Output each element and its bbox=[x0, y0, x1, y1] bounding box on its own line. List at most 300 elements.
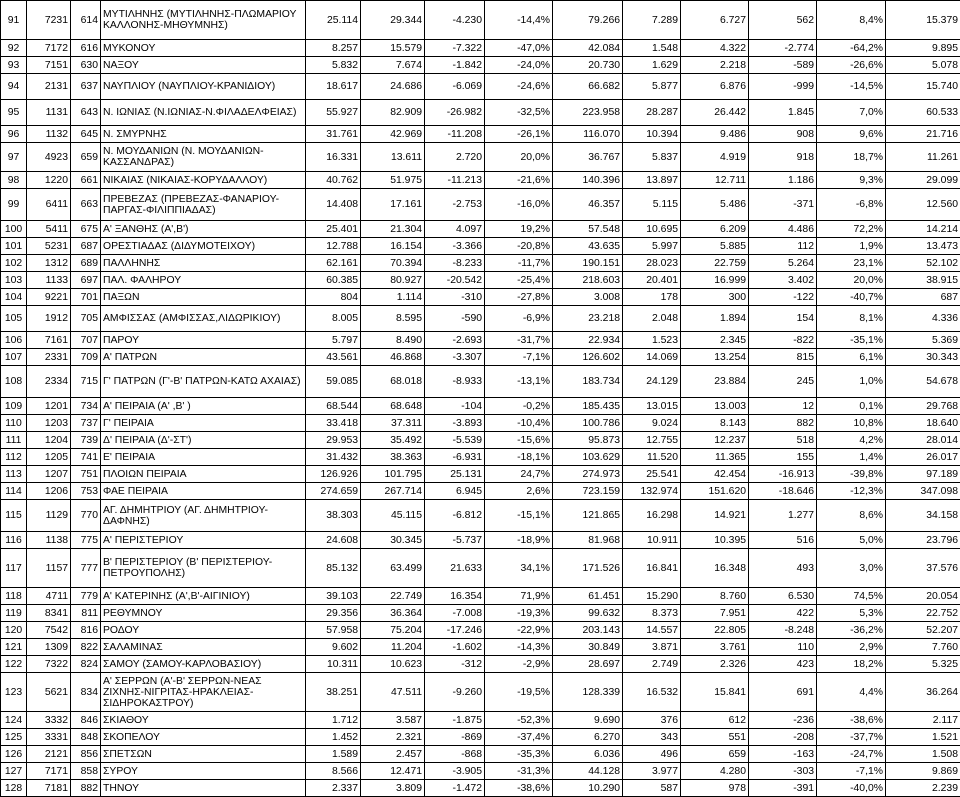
cell-office-name: ΜΥΤΙΛΗΝΗΣ (ΜΥΤΙΛΗΝΗΣ-ΠΛΩΜΑΡΙΟΥ ΚΑΛΛΟΝΗΣ-ΜΗΘΥΜΝΗΣ) bbox=[101, 1, 306, 40]
cell-change-percent-1: -18,1% bbox=[485, 449, 553, 466]
cell-office-name: ΤΗΝΟΥ bbox=[101, 780, 306, 797]
cell-value-2: 68.018 bbox=[361, 366, 425, 398]
cell-row-index: 98 bbox=[1, 172, 27, 189]
cell-value-6: 52.207 bbox=[886, 622, 960, 639]
cell-row-index: 124 bbox=[1, 712, 27, 729]
table-row bbox=[1, 100, 960, 126]
cell-difference-2: 422 bbox=[749, 605, 817, 622]
cell-value-4: 28.023 bbox=[623, 255, 681, 272]
cell-value-3: 121.865 bbox=[553, 500, 623, 532]
cell-value-6: 1.521 bbox=[886, 729, 960, 746]
table-row bbox=[1, 746, 960, 763]
cell-change-percent-2: -26,6% bbox=[817, 57, 886, 74]
cell-value-6: 9.869 bbox=[886, 763, 960, 780]
cell-value-2: 46.868 bbox=[361, 349, 425, 366]
cell-row-index: 109 bbox=[1, 398, 27, 415]
cell-value-2: 38.363 bbox=[361, 449, 425, 466]
cell-row-index: 117 bbox=[1, 549, 27, 588]
cell-office-code: 6411 bbox=[27, 189, 71, 221]
cell-value-3: 95.873 bbox=[553, 432, 623, 449]
cell-value-2: 47.511 bbox=[361, 673, 425, 712]
cell-office-code: 7542 bbox=[27, 622, 71, 639]
cell-value-6: 2.117 bbox=[886, 712, 960, 729]
table-row bbox=[1, 332, 960, 349]
cell-difference-1: -3.366 bbox=[425, 238, 485, 255]
cell-office-number: 822 bbox=[71, 639, 101, 656]
cell-office-number: 687 bbox=[71, 238, 101, 255]
cell-office-code: 2331 bbox=[27, 349, 71, 366]
cell-change-percent-2: 8,1% bbox=[817, 306, 886, 332]
cell-value-6: 15.379 bbox=[886, 1, 960, 40]
cell-change-percent-2: 0,1% bbox=[817, 398, 886, 415]
table-row bbox=[1, 349, 960, 366]
cell-row-index: 110 bbox=[1, 415, 27, 432]
cell-change-percent-1: -19,3% bbox=[485, 605, 553, 622]
cell-change-percent-1: -6,9% bbox=[485, 306, 553, 332]
cell-change-percent-2: 5,0% bbox=[817, 532, 886, 549]
cell-difference-1: -17.246 bbox=[425, 622, 485, 639]
cell-change-percent-1: -18,9% bbox=[485, 532, 553, 549]
cell-difference-1: -4.230 bbox=[425, 1, 485, 40]
cell-difference-1: -11.208 bbox=[425, 126, 485, 143]
cell-value-1: 85.132 bbox=[306, 549, 361, 588]
cell-office-code: 3331 bbox=[27, 729, 71, 746]
cell-change-percent-2: -37,7% bbox=[817, 729, 886, 746]
cell-difference-2: 4.486 bbox=[749, 221, 817, 238]
cell-change-percent-1: -47,0% bbox=[485, 40, 553, 57]
cell-change-percent-1: 19,2% bbox=[485, 221, 553, 238]
cell-row-index: 123 bbox=[1, 673, 27, 712]
cell-office-code: 1129 bbox=[27, 500, 71, 532]
cell-office-number: 753 bbox=[71, 483, 101, 500]
cell-row-index: 93 bbox=[1, 57, 27, 74]
cell-value-5: 551 bbox=[681, 729, 749, 746]
table-row bbox=[1, 415, 960, 432]
cell-difference-2: -208 bbox=[749, 729, 817, 746]
cell-change-percent-1: -24,0% bbox=[485, 57, 553, 74]
cell-change-percent-1: -19,5% bbox=[485, 673, 553, 712]
cell-difference-2: 245 bbox=[749, 366, 817, 398]
cell-value-3: 20.730 bbox=[553, 57, 623, 74]
cell-value-3: 99.632 bbox=[553, 605, 623, 622]
cell-office-code: 8341 bbox=[27, 605, 71, 622]
cell-difference-2: -999 bbox=[749, 74, 817, 100]
cell-difference-1: -8.933 bbox=[425, 366, 485, 398]
cell-row-index: 107 bbox=[1, 349, 27, 366]
cell-value-4: 14.069 bbox=[623, 349, 681, 366]
cell-office-name: Γ' ΠΑΤΡΩΝ (Γ'-Β' ΠΑΤΡΩΝ-ΚΑΤΩ ΑΧΑΙΑΣ) bbox=[101, 366, 306, 398]
cell-value-1: 24.608 bbox=[306, 532, 361, 549]
cell-value-6: 15.740 bbox=[886, 74, 960, 100]
cell-difference-1: -6.931 bbox=[425, 449, 485, 466]
cell-value-1: 9.602 bbox=[306, 639, 361, 656]
cell-value-5: 151.620 bbox=[681, 483, 749, 500]
cell-value-4: 5.997 bbox=[623, 238, 681, 255]
cell-value-1: 57.958 bbox=[306, 622, 361, 639]
cell-value-4: 1.629 bbox=[623, 57, 681, 74]
cell-office-code: 1131 bbox=[27, 100, 71, 126]
cell-difference-2: 908 bbox=[749, 126, 817, 143]
cell-value-3: 10.290 bbox=[553, 780, 623, 797]
cell-value-5: 12.237 bbox=[681, 432, 749, 449]
cell-value-6: 29.768 bbox=[886, 398, 960, 415]
cell-difference-1: -3.905 bbox=[425, 763, 485, 780]
cell-value-6: 97.189 bbox=[886, 466, 960, 483]
cell-value-1: 5.797 bbox=[306, 332, 361, 349]
cell-difference-1: -20.542 bbox=[425, 272, 485, 289]
cell-change-percent-1: -52,3% bbox=[485, 712, 553, 729]
table-row bbox=[1, 1, 960, 40]
cell-office-code: 3332 bbox=[27, 712, 71, 729]
cell-value-5: 16.348 bbox=[681, 549, 749, 588]
cell-difference-2: 691 bbox=[749, 673, 817, 712]
cell-value-6: 52.102 bbox=[886, 255, 960, 272]
cell-change-percent-2: -12,3% bbox=[817, 483, 886, 500]
cell-value-5: 5.885 bbox=[681, 238, 749, 255]
cell-office-name: Α' ΞΑΝΘΗΣ (Α',Β') bbox=[101, 221, 306, 238]
cell-change-percent-1: -16,0% bbox=[485, 189, 553, 221]
cell-value-6: 13.473 bbox=[886, 238, 960, 255]
table-row bbox=[1, 500, 960, 532]
cell-change-percent-1: 71,9% bbox=[485, 588, 553, 605]
cell-change-percent-1: 24,7% bbox=[485, 466, 553, 483]
table-row bbox=[1, 729, 960, 746]
cell-value-6: 60.533 bbox=[886, 100, 960, 126]
cell-difference-1: -9.260 bbox=[425, 673, 485, 712]
cell-value-6: 5.325 bbox=[886, 656, 960, 673]
cell-change-percent-1: -15,1% bbox=[485, 500, 553, 532]
table-row bbox=[1, 57, 960, 74]
cell-office-name: Ν. ΣΜΥΡΝΗΣ bbox=[101, 126, 306, 143]
cell-office-name: ΣΚΙΑΘΟΥ bbox=[101, 712, 306, 729]
cell-difference-1: -3.893 bbox=[425, 415, 485, 432]
cell-difference-2: 110 bbox=[749, 639, 817, 656]
cell-office-number: 856 bbox=[71, 746, 101, 763]
cell-value-3: 128.339 bbox=[553, 673, 623, 712]
cell-office-number: 737 bbox=[71, 415, 101, 432]
cell-value-3: 44.128 bbox=[553, 763, 623, 780]
cell-office-number: 697 bbox=[71, 272, 101, 289]
cell-office-name: ΝΑΞΟΥ bbox=[101, 57, 306, 74]
cell-change-percent-1: -10,4% bbox=[485, 415, 553, 432]
cell-difference-1: -6.069 bbox=[425, 74, 485, 100]
cell-value-1: 1.712 bbox=[306, 712, 361, 729]
cell-change-percent-2: 8,6% bbox=[817, 500, 886, 532]
cell-office-number: 709 bbox=[71, 349, 101, 366]
cell-difference-2: 516 bbox=[749, 532, 817, 549]
cell-office-number: 779 bbox=[71, 588, 101, 605]
cell-office-code: 1220 bbox=[27, 172, 71, 189]
cell-office-name: ΠΑΞΩΝ bbox=[101, 289, 306, 306]
table-row bbox=[1, 289, 960, 306]
cell-difference-2: 493 bbox=[749, 549, 817, 588]
cell-value-1: 38.303 bbox=[306, 500, 361, 532]
cell-office-number: 882 bbox=[71, 780, 101, 797]
cell-office-name: Α' ΠΕΡΙΣΤΕΡΙΟΥ bbox=[101, 532, 306, 549]
cell-value-5: 6.727 bbox=[681, 1, 749, 40]
cell-office-name: ΠΑΛΛΗΝΗΣ bbox=[101, 255, 306, 272]
cell-row-index: 118 bbox=[1, 588, 27, 605]
cell-value-2: 1.114 bbox=[361, 289, 425, 306]
cell-value-2: 51.975 bbox=[361, 172, 425, 189]
cell-value-6: 5.369 bbox=[886, 332, 960, 349]
cell-value-6: 18.640 bbox=[886, 415, 960, 432]
cell-value-2: 7.674 bbox=[361, 57, 425, 74]
cell-value-5: 9.486 bbox=[681, 126, 749, 143]
cell-value-3: 66.682 bbox=[553, 74, 623, 100]
cell-difference-2: -822 bbox=[749, 332, 817, 349]
cell-value-4: 132.974 bbox=[623, 483, 681, 500]
cell-office-number: 614 bbox=[71, 1, 101, 40]
cell-value-1: 274.659 bbox=[306, 483, 361, 500]
cell-value-6: 14.214 bbox=[886, 221, 960, 238]
cell-difference-2: 5.264 bbox=[749, 255, 817, 272]
cell-difference-1: -104 bbox=[425, 398, 485, 415]
cell-value-5: 15.841 bbox=[681, 673, 749, 712]
cell-value-4: 24.129 bbox=[623, 366, 681, 398]
cell-office-name: ΝΙΚΑΙΑΣ (ΝΙΚΑΙΑΣ-ΚΟΡΥΔΑΛΛΟΥ) bbox=[101, 172, 306, 189]
cell-row-index: 102 bbox=[1, 255, 27, 272]
cell-difference-1: -11.213 bbox=[425, 172, 485, 189]
cell-office-number: 675 bbox=[71, 221, 101, 238]
cell-value-2: 3.809 bbox=[361, 780, 425, 797]
cell-office-number: 643 bbox=[71, 100, 101, 126]
cell-difference-2: -122 bbox=[749, 289, 817, 306]
cell-change-percent-1: -38,6% bbox=[485, 780, 553, 797]
cell-value-5: 4.280 bbox=[681, 763, 749, 780]
cell-change-percent-2: 3,0% bbox=[817, 549, 886, 588]
cell-change-percent-2: 4,4% bbox=[817, 673, 886, 712]
cell-value-3: 116.070 bbox=[553, 126, 623, 143]
cell-office-code: 7181 bbox=[27, 780, 71, 797]
cell-row-index: 101 bbox=[1, 238, 27, 255]
cell-office-number: 661 bbox=[71, 172, 101, 189]
cell-row-index: 120 bbox=[1, 622, 27, 639]
cell-difference-2: 918 bbox=[749, 143, 817, 172]
cell-row-index: 114 bbox=[1, 483, 27, 500]
cell-value-3: 22.934 bbox=[553, 332, 623, 349]
cell-office-number: 777 bbox=[71, 549, 101, 588]
cell-office-code: 5621 bbox=[27, 673, 71, 712]
cell-value-4: 2.048 bbox=[623, 306, 681, 332]
cell-value-6: 26.017 bbox=[886, 449, 960, 466]
cell-row-index: 92 bbox=[1, 40, 27, 57]
cell-office-name: ΠΡΕΒΕΖΑΣ (ΠΡΕΒΕΖΑΣ-ΦΑΝΑΡΙΟΥ-ΠΑΡΓΑΣ-ΦΙΛΙΠΠΙΑΔΑΣ) bbox=[101, 189, 306, 221]
cell-office-code: 1204 bbox=[27, 432, 71, 449]
table-row bbox=[1, 763, 960, 780]
table-row bbox=[1, 780, 960, 797]
cell-office-name: ΠΑΛ. ΦΑΛΗΡΟΥ bbox=[101, 272, 306, 289]
cell-office-code: 1157 bbox=[27, 549, 71, 588]
cell-value-5: 13.254 bbox=[681, 349, 749, 366]
cell-value-4: 16.841 bbox=[623, 549, 681, 588]
cell-value-1: 1.452 bbox=[306, 729, 361, 746]
cell-value-3: 43.635 bbox=[553, 238, 623, 255]
cell-value-4: 1.548 bbox=[623, 40, 681, 57]
cell-change-percent-2: 2,9% bbox=[817, 639, 886, 656]
cell-value-1: 29.953 bbox=[306, 432, 361, 449]
table-row bbox=[1, 272, 960, 289]
cell-value-5: 3.761 bbox=[681, 639, 749, 656]
cell-value-5: 5.486 bbox=[681, 189, 749, 221]
cell-row-index: 111 bbox=[1, 432, 27, 449]
cell-office-number: 770 bbox=[71, 500, 101, 532]
cell-row-index: 104 bbox=[1, 289, 27, 306]
cell-office-name: Ν. ΙΩΝΙΑΣ (Ν.ΙΩΝΙΑΣ-Ν.ΦΙΛΑΔΕΛΦΕΙΑΣ) bbox=[101, 100, 306, 126]
cell-change-percent-2: 1,4% bbox=[817, 449, 886, 466]
cell-value-4: 16.298 bbox=[623, 500, 681, 532]
cell-value-4: 2.749 bbox=[623, 656, 681, 673]
cell-office-name: ΣΠΕΤΣΩΝ bbox=[101, 746, 306, 763]
cell-difference-2: 815 bbox=[749, 349, 817, 366]
cell-office-code: 1912 bbox=[27, 306, 71, 332]
cell-value-6: 54.678 bbox=[886, 366, 960, 398]
cell-value-3: 185.435 bbox=[553, 398, 623, 415]
table-row bbox=[1, 74, 960, 100]
cell-office-code: 2121 bbox=[27, 746, 71, 763]
cell-value-5: 42.454 bbox=[681, 466, 749, 483]
cell-difference-1: -1.472 bbox=[425, 780, 485, 797]
cell-change-percent-1: -7,1% bbox=[485, 349, 553, 366]
table-row bbox=[1, 366, 960, 398]
cell-office-number: 701 bbox=[71, 289, 101, 306]
cell-difference-2: 112 bbox=[749, 238, 817, 255]
cell-value-4: 496 bbox=[623, 746, 681, 763]
cell-change-percent-2: -35,1% bbox=[817, 332, 886, 349]
cell-value-6: 9.895 bbox=[886, 40, 960, 57]
cell-value-3: 30.849 bbox=[553, 639, 623, 656]
cell-value-4: 9.024 bbox=[623, 415, 681, 432]
cell-value-3: 100.786 bbox=[553, 415, 623, 432]
cell-value-4: 12.755 bbox=[623, 432, 681, 449]
cell-value-4: 13.015 bbox=[623, 398, 681, 415]
cell-office-name: ΝΑΥΠΛΙΟΥ (ΝΑΥΠΛΙΟΥ-ΚΡΑΝΙΔΙΟΥ) bbox=[101, 74, 306, 100]
cell-change-percent-2: 7,0% bbox=[817, 100, 886, 126]
cell-office-code: 1133 bbox=[27, 272, 71, 289]
cell-value-3: 171.526 bbox=[553, 549, 623, 588]
cell-office-name: ΜΥΚΟΝΟΥ bbox=[101, 40, 306, 57]
cell-value-2: 63.499 bbox=[361, 549, 425, 588]
cell-office-number: 824 bbox=[71, 656, 101, 673]
cell-change-percent-2: 18,2% bbox=[817, 656, 886, 673]
table-row bbox=[1, 483, 960, 500]
table-row bbox=[1, 255, 960, 272]
cell-office-name: ΠΑΡΟΥ bbox=[101, 332, 306, 349]
cell-value-1: 68.544 bbox=[306, 398, 361, 415]
cell-difference-2: 423 bbox=[749, 656, 817, 673]
cell-office-name: ΑΓ. ΔΗΜΗΤΡΙΟΥ (ΑΓ. ΔΗΜΗΤΡΙΟΥ-ΔΑΦΝΗΣ) bbox=[101, 500, 306, 532]
cell-change-percent-2: -38,6% bbox=[817, 712, 886, 729]
cell-office-code: 7161 bbox=[27, 332, 71, 349]
cell-value-4: 5.837 bbox=[623, 143, 681, 172]
cell-value-5: 22.805 bbox=[681, 622, 749, 639]
cell-value-6: 36.264 bbox=[886, 673, 960, 712]
cell-change-percent-1: -24,6% bbox=[485, 74, 553, 100]
cell-value-3: 190.151 bbox=[553, 255, 623, 272]
cell-difference-2: -371 bbox=[749, 189, 817, 221]
cell-difference-2: 1.277 bbox=[749, 500, 817, 532]
cell-value-2: 8.490 bbox=[361, 332, 425, 349]
cell-value-2: 82.909 bbox=[361, 100, 425, 126]
table-row bbox=[1, 639, 960, 656]
cell-value-3: 183.734 bbox=[553, 366, 623, 398]
table-row bbox=[1, 549, 960, 588]
cell-row-index: 121 bbox=[1, 639, 27, 656]
cell-office-number: 846 bbox=[71, 712, 101, 729]
cell-value-3: 46.357 bbox=[553, 189, 623, 221]
cell-value-6: 34.158 bbox=[886, 500, 960, 532]
cell-value-4: 10.695 bbox=[623, 221, 681, 238]
cell-office-number: 663 bbox=[71, 189, 101, 221]
cell-value-5: 14.921 bbox=[681, 500, 749, 532]
cell-difference-2: -16.913 bbox=[749, 466, 817, 483]
cell-change-percent-2: 9,6% bbox=[817, 126, 886, 143]
cell-value-3: 9.690 bbox=[553, 712, 623, 729]
cell-value-3: 103.629 bbox=[553, 449, 623, 466]
cell-value-3: 223.958 bbox=[553, 100, 623, 126]
cell-value-1: 43.561 bbox=[306, 349, 361, 366]
cell-change-percent-1: -14,4% bbox=[485, 1, 553, 40]
cell-value-5: 300 bbox=[681, 289, 749, 306]
cell-difference-1: -310 bbox=[425, 289, 485, 306]
cell-difference-1: -7.322 bbox=[425, 40, 485, 57]
cell-office-number: 816 bbox=[71, 622, 101, 639]
cell-value-6: 687 bbox=[886, 289, 960, 306]
cell-value-2: 267.714 bbox=[361, 483, 425, 500]
cell-change-percent-1: -21,6% bbox=[485, 172, 553, 189]
cell-office-code: 5231 bbox=[27, 238, 71, 255]
table-row bbox=[1, 221, 960, 238]
cell-change-percent-2: -36,2% bbox=[817, 622, 886, 639]
cell-value-1: 38.251 bbox=[306, 673, 361, 712]
cell-office-name: Δ' ΠΕΙΡΑΙΑ (Δ'-ΣΤ') bbox=[101, 432, 306, 449]
cell-value-6: 1.508 bbox=[886, 746, 960, 763]
cell-value-2: 2.457 bbox=[361, 746, 425, 763]
cell-value-4: 178 bbox=[623, 289, 681, 306]
cell-value-5: 16.999 bbox=[681, 272, 749, 289]
cell-value-6: 7.760 bbox=[886, 639, 960, 656]
cell-office-number: 741 bbox=[71, 449, 101, 466]
cell-change-percent-2: 23,1% bbox=[817, 255, 886, 272]
cell-value-6: 11.261 bbox=[886, 143, 960, 172]
cell-value-2: 16.154 bbox=[361, 238, 425, 255]
cell-difference-2: 6.530 bbox=[749, 588, 817, 605]
cell-value-1: 1.589 bbox=[306, 746, 361, 763]
cell-office-number: 645 bbox=[71, 126, 101, 143]
cell-row-index: 100 bbox=[1, 221, 27, 238]
cell-office-code: 1201 bbox=[27, 398, 71, 415]
cell-value-3: 3.008 bbox=[553, 289, 623, 306]
cell-change-percent-2: 10,8% bbox=[817, 415, 886, 432]
cell-difference-1: -3.307 bbox=[425, 349, 485, 366]
cell-office-code: 4711 bbox=[27, 588, 71, 605]
cell-difference-2: 1.845 bbox=[749, 100, 817, 126]
cell-difference-1: 6.945 bbox=[425, 483, 485, 500]
cell-office-name: ΦΑΕ ΠΕΙΡΑΙΑ bbox=[101, 483, 306, 500]
cell-office-number: 834 bbox=[71, 673, 101, 712]
cell-office-name: ΑΜΦΙΣΣΑΣ (ΑΜΦΙΣΣΑΣ,ΛΙΔΩΡΙΚΙΟΥ) bbox=[101, 306, 306, 332]
cell-value-5: 6.209 bbox=[681, 221, 749, 238]
cell-difference-2: 882 bbox=[749, 415, 817, 432]
cell-office-number: 848 bbox=[71, 729, 101, 746]
cell-difference-1: 21.633 bbox=[425, 549, 485, 588]
cell-change-percent-1: -2,9% bbox=[485, 656, 553, 673]
table-row bbox=[1, 532, 960, 549]
cell-change-percent-2: 6,1% bbox=[817, 349, 886, 366]
cell-value-2: 2.321 bbox=[361, 729, 425, 746]
cell-value-3: 36.767 bbox=[553, 143, 623, 172]
cell-value-1: 29.356 bbox=[306, 605, 361, 622]
